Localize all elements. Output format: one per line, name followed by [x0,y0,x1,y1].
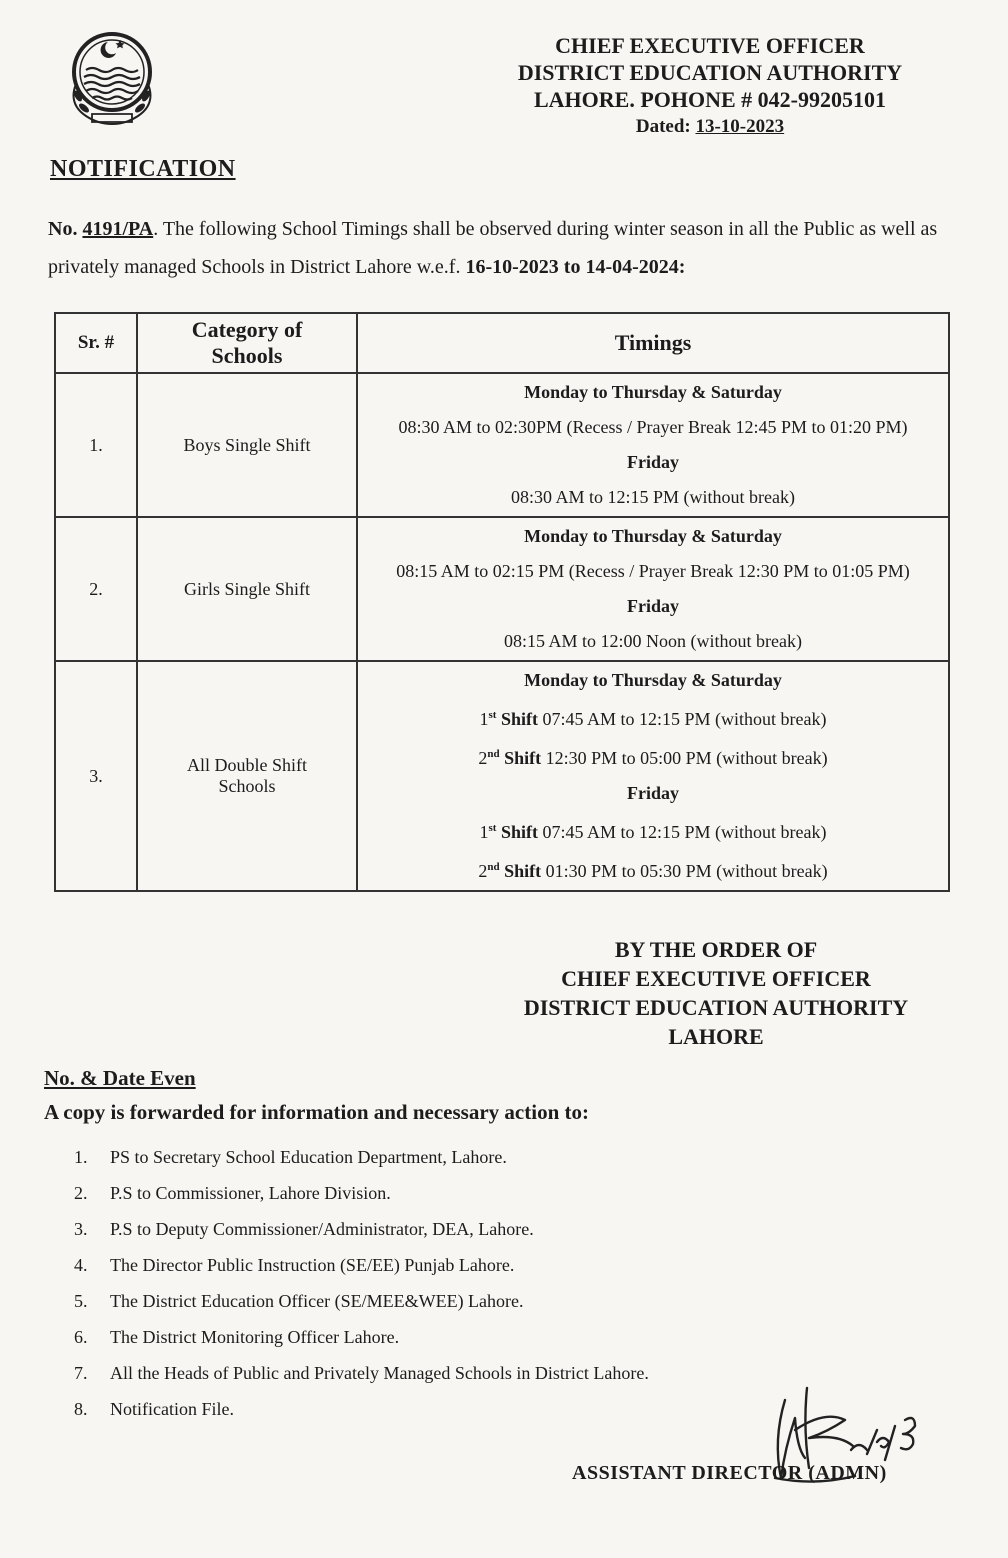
notification-intro [48,210,953,286]
timing-heading: Friday [627,783,679,803]
row-timings [357,517,949,661]
list-item [60,1142,649,1178]
list-item-number: 7. [74,1363,88,1383]
row-category: Boys Single Shift [137,373,357,517]
signatory-title: ASSISTANT DIRECTOR (ADMN) [572,1462,887,1484]
timing-line: 08:30 AM to 12:15 PM (without break) [511,487,795,507]
header-category [137,313,357,373]
row-timings [357,661,949,891]
notification-title: NOTIFICATION [50,156,236,182]
shift-word: Shift [504,861,542,881]
dated-value: 13-10-2023 [695,116,785,137]
timing-line: 1st Shift 07:45 AM to 12:15 PM (without break) [479,709,827,729]
notification-no-label: No. [48,218,78,240]
notification-text: . The following School Timings shall be observed during winter season in all the Public as well as privately managed Schools in District Lahore w.e.f. [48,218,938,278]
order-line: LAHORE [668,1024,764,1049]
list-item [60,1286,649,1322]
list-item-text: The District Monitoring Officer Lahore. [110,1327,400,1347]
list-item-text: The Director Public Instruction (SE/EE) Punjab Lahore. [110,1255,515,1275]
by-order-block [500,935,932,1051]
school-timings-table [54,312,950,892]
ordinal-suffix: st [488,822,497,834]
notification-dates: 16-10-2023 to 14-04-2024: [465,256,686,278]
row-category-line: All Double Shift [187,755,307,775]
order-line: DISTRICT EDUCATION AUTHORITY [523,995,909,1020]
timing-heading: Friday [627,596,679,616]
timing-line: 08:30 AM to 02:30PM (Recess / Prayer Break 12:45 PM to 01:20 PM) [398,417,908,437]
list-item-text: Notification File. [110,1399,234,1419]
list-item-number: 2. [74,1183,88,1203]
table-header-row [55,313,949,373]
list-item-text: P.S to Deputy Commissioner/Administrator, DEA, Lahore. [110,1219,534,1239]
table-row [55,373,949,517]
ordinal-suffix: nd [487,748,500,760]
date-even-title: No. & Date Even [44,1066,196,1090]
shift-time: 07:45 AM to 12:15 PM (without break) [542,822,827,842]
ordinal-suffix: nd [487,861,500,873]
row-sr: 1. [55,373,137,517]
list-item-number: 1. [74,1147,88,1167]
list-item [60,1358,649,1394]
ordinal-suffix: st [488,709,497,721]
timing-heading: Monday to Thursday & Saturday [524,382,782,402]
timing-line: 2nd Shift 12:30 PM to 05:00 PM (without break) [478,748,828,768]
copy-forward-text: A copy is forwarded for information and necessary action to: [44,1100,589,1124]
list-item-text: PS to Secretary School Education Department, Lahore. [110,1147,507,1167]
letterhead [480,32,940,140]
list-item-number: 5. [74,1291,88,1311]
header-timings: Timings [357,313,949,373]
punjab-seal-icon [62,22,162,134]
list-item [60,1178,649,1214]
shift-word: Shift [500,709,538,729]
letterhead-line: DISTRICT EDUCATION AUTHORITY [517,60,903,85]
shift-time: 01:30 PM to 05:30 PM (without break) [545,861,828,881]
timing-line: 2nd Shift 01:30 PM to 05:30 PM (without break) [478,861,828,881]
list-item [60,1250,649,1286]
timing-line: 08:15 AM to 12:00 Noon (without break) [504,631,802,651]
shift-word: Shift [500,822,538,842]
list-item [60,1322,649,1358]
list-item-text: The District Education Officer (SE/MEE&WEE) Lahore. [110,1291,524,1311]
table-row [55,661,949,891]
row-category-line: Schools [218,776,276,796]
row-timings [357,373,949,517]
timing-heading: Monday to Thursday & Saturday [524,526,782,546]
shift-time: 12:30 PM to 05:00 PM (without break) [545,748,828,768]
notification-no-value: 4191/PA [82,218,154,240]
dated-line [480,113,940,140]
row-category: Girls Single Shift [137,517,357,661]
order-line: CHIEF EXECUTIVE OFFICER [561,966,871,991]
list-item-number: 4. [74,1255,88,1275]
list-item-text: P.S to Commissioner, Lahore Division. [110,1183,391,1203]
dated-label: Dated: [635,116,691,137]
letterhead-line: LAHORE. POHONE # 042-99205101 [533,87,886,112]
timing-line: 08:15 AM to 02:15 PM (Recess / Prayer Break 12:30 PM to 01:05 PM) [396,561,910,581]
timing-heading: Friday [627,452,679,472]
timing-line: 1st Shift 07:45 AM to 12:15 PM (without break) [479,822,827,842]
header-category-line: Category of [191,317,303,342]
shift-word: Shift [504,748,542,768]
row-sr: 2. [55,517,137,661]
list-item [60,1214,649,1250]
timing-heading: Monday to Thursday & Saturday [524,670,782,690]
list-item [60,1394,649,1430]
row-category [137,661,357,891]
letterhead-line: CHIEF EXECUTIVE OFFICER [555,33,865,58]
header-sr: Sr. # [55,313,137,373]
order-line: BY THE ORDER OF [614,937,818,962]
list-item-number: 8. [74,1399,88,1419]
recipient-list [60,1142,649,1430]
header-category-line: Schools [211,343,283,368]
row-sr: 3. [55,661,137,891]
table-row [55,517,949,661]
list-item-text: All the Heads of Public and Privately Managed Schools in District Lahore. [110,1363,649,1383]
shift-time: 07:45 AM to 12:15 PM (without break) [542,709,827,729]
list-item-number: 6. [74,1327,88,1347]
list-item-number: 3. [74,1219,88,1239]
